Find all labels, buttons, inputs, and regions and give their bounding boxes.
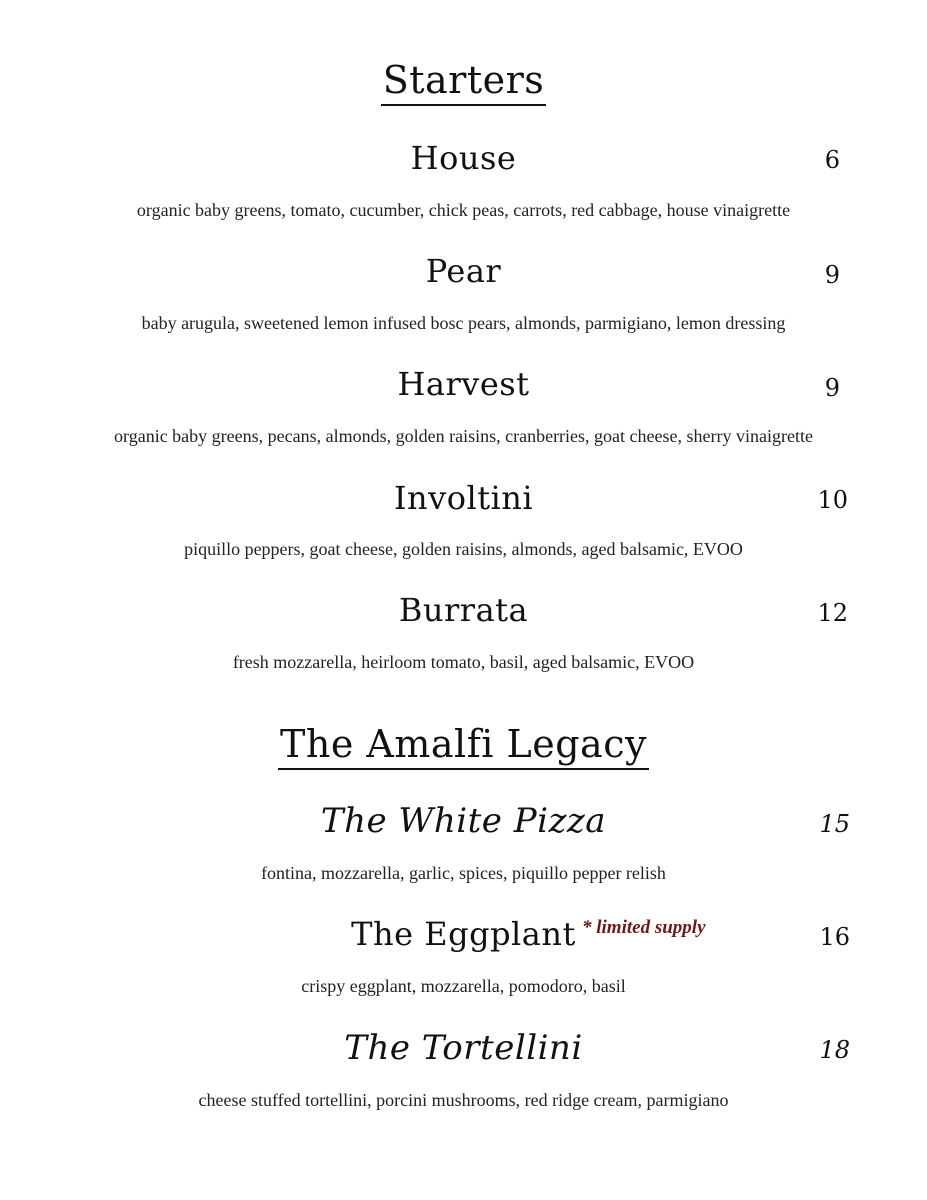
limited-supply-note: * limited supply [582,917,706,938]
menu-item-desc-white-pizza: fontina, mozzarella, garlic, spices, piquillo pepper relish [261,863,666,883]
menu-item-name-involtini: Involtini [393,479,534,517]
menu-item-name-burrata: Burrata [398,591,529,629]
menu-item-price-house: 6 [824,146,840,174]
menu-item-name-pear: Pear [425,252,502,290]
starters-section-title [0,58,927,102]
menu-item-price-involtini: 10 [817,486,848,514]
menu-item-desc-pear: baby arugula, sweetened lemon infused bosc pears, almonds, parmigiano, lemon dressing [141,313,786,333]
menu-item-price-harvest: 9 [824,374,840,402]
menu-item-desc-harvest: organic baby greens, pecans, almonds, golden raisins, cranberries, goat cheese, sherry vinaigrette [114,426,813,446]
amalfi-title-text: The Amalfi Legacy [278,722,649,770]
menu-item-desc-burrata: fresh mozzarella, heirloom tomato, basil, aged balsamic, EVOO [232,652,695,672]
menu-item-name-tortellini: The Tortellini [344,1028,583,1068]
menu-item-desc-eggplant: crispy eggplant, mozzarella, pomodoro, basil [301,976,626,996]
menu-item-desc-house: organic baby greens, tomato, cucumber, chick peas, carrots, red cabbage, house vinaigrette [136,200,791,220]
menu-item-price-burrata: 12 [817,599,848,627]
menu-item-name-harvest: Harvest [397,365,530,403]
menu-item-desc-involtini: piquillo peppers, goat cheese, golden raisins, almonds, aged balsamic, EVOO [184,539,743,559]
menu-item-price-white-pizza: 15 [819,810,850,838]
amalfi-section-title [0,722,927,766]
menu-item-price-eggplant: 16 [819,923,850,951]
menu-item-price-pear: 9 [824,261,840,289]
starters-title-text: Starters [381,58,547,106]
menu-item-price-tortellini: 18 [819,1036,850,1064]
menu-item-name-house: House [410,139,517,177]
menu-item-name-white-pizza: The White Pizza [320,801,607,841]
menu-item-name-eggplant: The Eggplant [351,915,576,953]
menu-item-desc-tortellini: cheese stuffed tortellini, porcini mushrooms, red ridge cream, parmigiano [198,1090,729,1110]
